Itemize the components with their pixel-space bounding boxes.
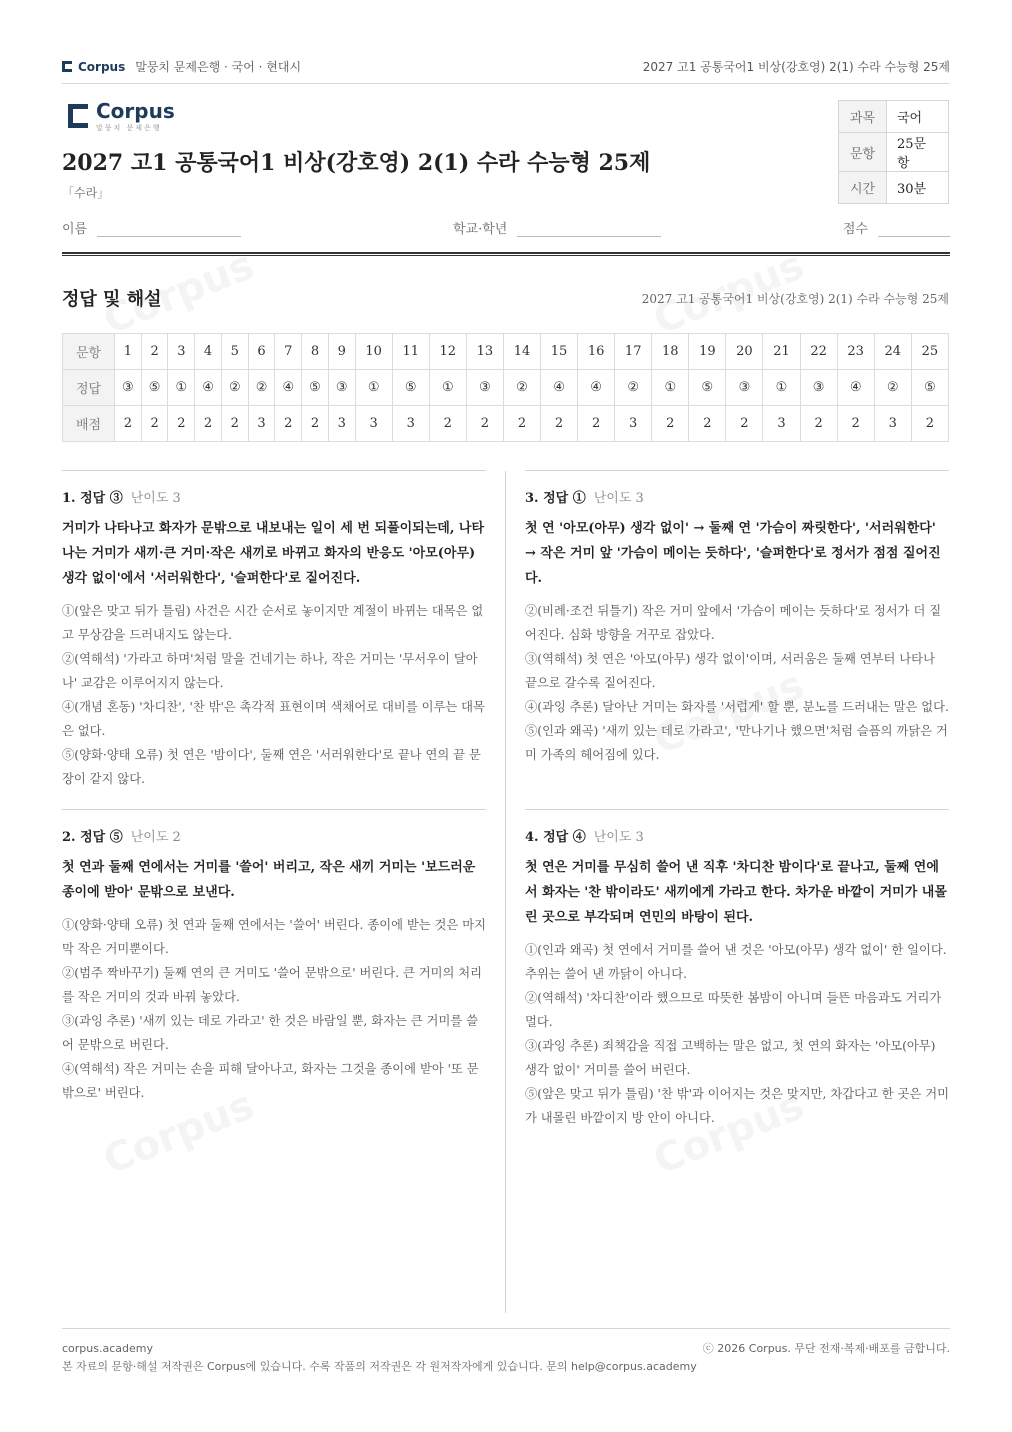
- cell: 20: [726, 334, 763, 370]
- question-difficulty: 난이도 3: [593, 491, 644, 506]
- question-head: [525, 826, 949, 845]
- question-lead: 첫 연은 거미를 무심히 쓸어 낸 직후 '차디찬 밤이다'로 끝나고, 둘째 연에서 화자는 '찬 밖이라도' 새끼에게 가라고 한다. 차가운 바깥이 거미가 내몰린 곳으로 부각되며 연민의 바탕이 된다.: [525, 860, 947, 925]
- cell: ②: [503, 370, 540, 406]
- row-label: 문항: [63, 334, 115, 370]
- cell: ③: [115, 370, 142, 406]
- cell: 8: [302, 334, 329, 370]
- cell: 2: [800, 406, 837, 442]
- cell: ②: [221, 370, 248, 406]
- option-explanation: ①(앞은 맞고 뒤가 틀림) 사건은 시간 순서로 놓이지만 계절이 바뀌는 대목은 없고 무상감을 드러내지도 않는다.: [62, 604, 484, 642]
- question-head: [62, 826, 486, 845]
- question-answer: 3. 정답 ①: [525, 491, 586, 506]
- cell: 2: [429, 406, 466, 442]
- cell: 21: [763, 334, 800, 370]
- cell: 3: [874, 406, 911, 442]
- cell: 9: [328, 334, 355, 370]
- exam-meta-table: [838, 100, 949, 204]
- student-fields: [62, 218, 950, 238]
- cell: ④: [275, 370, 302, 406]
- score-label: 점수: [842, 222, 868, 237]
- cell: 5: [221, 334, 248, 370]
- cell: 2: [168, 406, 195, 442]
- meta-key: 과목: [839, 101, 887, 133]
- option-explanation: ④(과잉 추론) 달아난 거미는 화자를 '서럽게' 할 뿐, 분노를 드러내는 말은 없다.: [525, 700, 949, 714]
- corpus-logo: [68, 101, 175, 133]
- divider: [525, 470, 949, 471]
- meta-row: [839, 172, 949, 204]
- logo-subtitle: 말뭉치 문제은행: [96, 124, 162, 132]
- cell: ④: [578, 370, 615, 406]
- cell: 1: [115, 334, 142, 370]
- cell: 2: [115, 406, 142, 442]
- corpus-mark-icon: [68, 104, 88, 128]
- footer-copyright: ⓒ 2026 Corpus. 무단 전재·복제·배포를 금합니다.: [702, 1342, 950, 1355]
- option-explanation: ⑤(양화·양태 오류) 첫 연은 '밤이다', 둘째 연은 '서러워한다'로 끝나 연의 끝 문장이 같지 않다.: [62, 748, 481, 786]
- cell: 2: [541, 406, 578, 442]
- score-field[interactable]: [843, 218, 950, 237]
- explanation-q3: [525, 487, 949, 767]
- cell: 25: [911, 334, 948, 370]
- cell: 2: [195, 406, 222, 442]
- meta-key: 문항: [839, 133, 887, 172]
- cell: 16: [578, 334, 615, 370]
- top-bar-left: [62, 58, 301, 75]
- explanation-q1: [62, 487, 486, 791]
- option-explanation: ⑤(앞은 맞고 뒤가 틀림) '찬 밖'과 이어지는 것은 맞지만, 차갑다고 한 곳은 거미가 내몰린 바깥이지 방 안이 아니다.: [525, 1087, 949, 1125]
- explanation-q4: [525, 826, 949, 1130]
- cell: 2: [302, 406, 329, 442]
- cell: 22: [800, 334, 837, 370]
- meta-row: [839, 101, 949, 133]
- cell: 12: [429, 334, 466, 370]
- cell: ⑤: [911, 370, 948, 406]
- cell: ①: [429, 370, 466, 406]
- cell: 13: [466, 334, 503, 370]
- cell: 17: [615, 334, 652, 370]
- cell: 18: [652, 334, 689, 370]
- cell: 2: [578, 406, 615, 442]
- question-difficulty: 난이도 3: [593, 830, 644, 845]
- option-explanation: ②(범주 짝바꾸기) 둘째 연의 큰 거미도 '쓸어 문밖으로' 버린다. 큰 거미의 처리를 작은 거미의 것과 바꿔 놓았다.: [62, 966, 483, 1004]
- question-answer: 1. 정답 ③: [62, 491, 123, 506]
- cell: 3: [763, 406, 800, 442]
- cell: ②: [248, 370, 275, 406]
- name-line: [97, 221, 241, 237]
- question-answer: 2. 정답 ⑤: [62, 830, 123, 845]
- row-label: 배점: [63, 406, 115, 442]
- section-title: 정답 및 해설: [62, 289, 162, 310]
- cell: ①: [168, 370, 195, 406]
- cell: 11: [392, 334, 429, 370]
- cell: 23: [837, 334, 874, 370]
- top-bar: [62, 58, 950, 84]
- option-explanation: ②(비례·조건 뒤틀기) 작은 거미 앞에서 '가슴이 메이는 듯하다'로 정서가 더 짙어진다. 심화 방향을 거꾸로 잡았다.: [525, 604, 942, 642]
- divider: [62, 470, 486, 471]
- cell: ⑤: [302, 370, 329, 406]
- question-lead: 첫 연과 둘째 연에서는 거미를 '쓸어' 버리고, 작은 새끼 거미는 '보드러운 종이에 받아' 문밖으로 보낸다.: [62, 860, 476, 900]
- corpus-logo-icon: [62, 61, 72, 72]
- cell: 2: [141, 334, 168, 370]
- cell: ⑤: [689, 370, 726, 406]
- option-explanation: ③(과잉 추론) 죄책감을 직접 고백하는 말은 없고, 첫 연의 화자는 '아모(아무) 생각 없이' 거미를 쓸어 버린다.: [525, 1039, 936, 1077]
- cell: 19: [689, 334, 726, 370]
- cell: 2: [652, 406, 689, 442]
- question-difficulty: 난이도 3: [130, 491, 181, 506]
- footer-notice: 본 자료의 문항·해설 저작권은 Corpus에 있습니다. 수록 작품의 저작권은 각 원저작자에게 있습니다. 문의 help@corpus.academy: [62, 1360, 697, 1373]
- option-explanation: ③(과잉 추론) '새끼 있는 데로 가라고' 한 것은 바람일 뿐, 화자는 큰 거미를 쓸어 문밖으로 버린다.: [62, 1014, 478, 1052]
- score-line: [878, 221, 950, 237]
- cell: 2: [141, 406, 168, 442]
- answer-table: [62, 333, 949, 442]
- cell: 3: [328, 406, 355, 442]
- page-title: 2027 고1 공통국어1 비상(강호영) 2(1) 수라 수능형 25제: [62, 150, 651, 176]
- option-explanation: ①(양화·양태 오류) 첫 연과 둘째 연에서는 '쓸어' 버린다. 종이에 받는 것은 마지막 작은 거미뿐이다.: [62, 918, 486, 956]
- cell: ③: [466, 370, 503, 406]
- cell: 2: [911, 406, 948, 442]
- meta-value: 30분: [887, 172, 949, 204]
- cell: 3: [248, 406, 275, 442]
- cell: ③: [328, 370, 355, 406]
- cell: ⑤: [141, 370, 168, 406]
- question-head: [525, 487, 949, 506]
- cell: ④: [837, 370, 874, 406]
- cell: 4: [195, 334, 222, 370]
- cell: 2: [689, 406, 726, 442]
- question-head: [62, 487, 486, 506]
- logo-wordmark: Corpus: [96, 99, 175, 123]
- meta-key: 시간: [839, 172, 887, 204]
- points-row: [63, 406, 949, 442]
- cell: 2: [837, 406, 874, 442]
- top-bar-breadcrumb: 말뭉치 문제은행 · 국어 · 현대시: [135, 60, 302, 74]
- option-explanation: ④(역해석) 작은 거미는 손을 피해 달아나고, 화자는 그것을 종이에 받아 '또 문밖으로' 버린다.: [62, 1062, 479, 1100]
- option-explanation: ②(역해석) '가라고 하며'처럼 말을 건네기는 하나, 작은 거미는 '무서우이 달아나' 교감은 이루어지지 않는다.: [62, 652, 478, 690]
- cell: 2: [466, 406, 503, 442]
- meta-value: 25문항: [887, 133, 949, 172]
- cell: 6: [248, 334, 275, 370]
- question-lead: 거미가 나타나고 화자가 문밖으로 내보내는 일이 세 번 되풀이되는데, 나타나는 거미가 새끼·큰 거미·작은 새끼로 바뀌고 화자의 반응도 '아모(아무) 생각 없이'에서 '서러워한다', '슬퍼한다'로 짙어진다.: [62, 521, 484, 586]
- top-bar-brand: Corpus: [78, 59, 126, 74]
- cell: 10: [355, 334, 392, 370]
- cell: ②: [874, 370, 911, 406]
- header-double-rule: [62, 252, 950, 256]
- cell: ③: [800, 370, 837, 406]
- meta-row: [839, 133, 949, 172]
- cell: ④: [541, 370, 578, 406]
- cell: ①: [355, 370, 392, 406]
- cell: 3: [615, 406, 652, 442]
- name-label: 이름: [62, 222, 88, 237]
- cell: 2: [503, 406, 540, 442]
- school-line: [517, 221, 661, 237]
- footer-site[interactable]: corpus.academy: [62, 1342, 153, 1355]
- option-explanation: ②(역해석) '차디찬'이라 했으므로 따뜻한 봄밤이 아니며 들뜬 마음과도 거리가 멀다.: [525, 991, 942, 1029]
- option-explanation: ③(역해석) 첫 연은 '아모(아무) 생각 없이'이며, 서러움은 둘째 연부터 나타나 끝으로 갈수록 짙어진다.: [525, 652, 935, 690]
- cell: 3: [355, 406, 392, 442]
- cell: 3: [392, 406, 429, 442]
- school-field[interactable]: [453, 218, 661, 237]
- name-field[interactable]: [62, 218, 241, 237]
- question-lead: 첫 연 '아모(아무) 생각 없이' → 둘째 연 '가슴이 짜릿한다', '서러워한다' → 작은 거미 앞 '가슴이 메이는 듯하다', '슬퍼한다'로 정서가 점점 짙어진다.: [525, 521, 941, 586]
- top-bar-document-title: 2027 고1 공통국어1 비상(강호영) 2(1) 수라 수능형 25제: [642, 60, 950, 74]
- option-explanation: ⑤(인과 왜곡) '새끼 있는 데로 가라고', '만나기나 했으면'처럼 슬픔의 까닭은 거미 가족의 헤어짐에 있다.: [525, 724, 948, 762]
- divider: [525, 809, 949, 810]
- footer-rule: [62, 1328, 950, 1329]
- option-explanation: ①(인과 왜곡) 첫 연에서 거미를 쓸어 낸 것은 '아모(아무) 생각 없이' 한 일이다. 추위는 쓸어 낸 까닭이 아니다.: [525, 943, 947, 981]
- footer: [62, 1340, 950, 1376]
- answer-row: [63, 370, 949, 406]
- section-doc-title: 2027 고1 공통국어1 비상(강호영) 2(1) 수라 수능형 25제: [641, 292, 949, 306]
- cell: 15: [541, 334, 578, 370]
- row-label: 정답: [63, 370, 115, 406]
- cell: ④: [195, 370, 222, 406]
- cell: ①: [652, 370, 689, 406]
- cell: ③: [726, 370, 763, 406]
- cell: 2: [275, 406, 302, 442]
- cell: ⑤: [392, 370, 429, 406]
- explanation-q2: [62, 826, 486, 1105]
- cell: ②: [615, 370, 652, 406]
- question-answer: 4. 정답 ④: [525, 830, 586, 845]
- question-difficulty: 난이도 2: [130, 830, 181, 845]
- cell: 24: [874, 334, 911, 370]
- cell: ①: [763, 370, 800, 406]
- number-row: [63, 334, 949, 370]
- meta-value: 국어: [887, 101, 949, 133]
- school-label: 학교·학년: [453, 222, 508, 237]
- page-subtitle: 「수라」: [62, 186, 110, 200]
- cell: 2: [221, 406, 248, 442]
- cell: 14: [503, 334, 540, 370]
- option-explanation: ④(개념 혼동) '차디찬', '찬 밖'은 촉각적 표현이며 색채어로 대비를 이루는 대목은 없다.: [62, 700, 485, 738]
- divider: [62, 809, 486, 810]
- cell: 2: [726, 406, 763, 442]
- column-divider: [505, 471, 506, 1313]
- cell: 3: [168, 334, 195, 370]
- cell: 7: [275, 334, 302, 370]
